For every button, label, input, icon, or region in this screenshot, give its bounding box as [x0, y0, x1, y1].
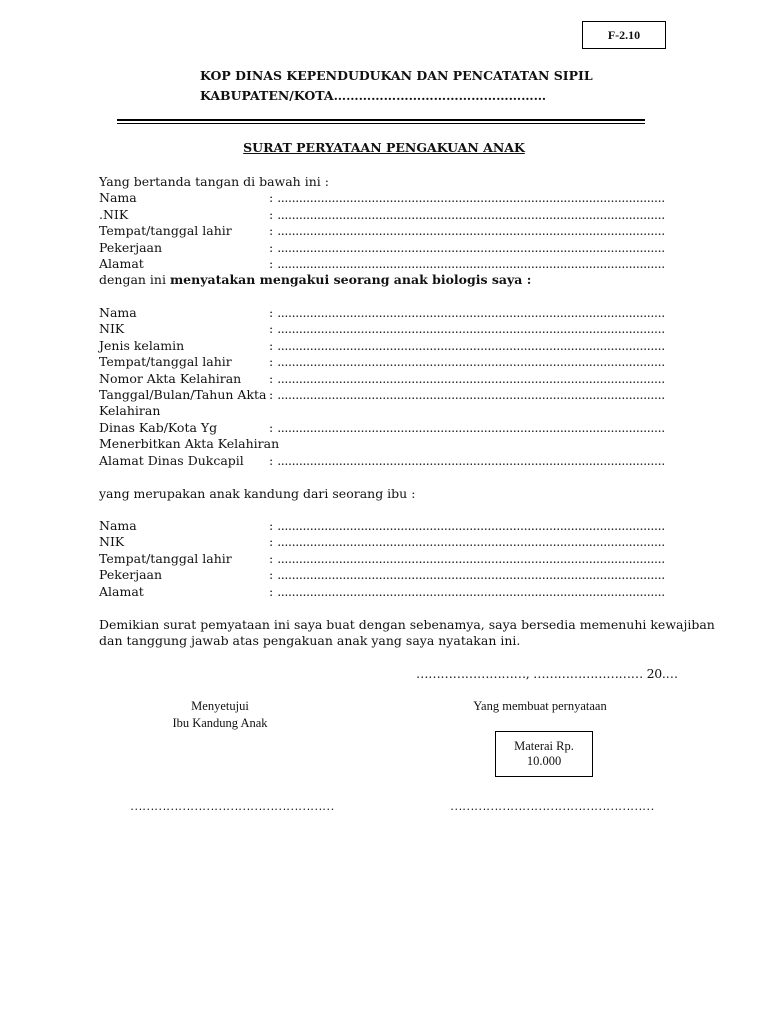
- stamp-duty-label: Materai Rp.: [514, 739, 574, 753]
- child-label-gender: Jenis kelamin: [99, 338, 185, 353]
- declarant-field-job: : .....: [269, 240, 666, 256]
- mother-field-address: : .....: [269, 584, 666, 600]
- statement-prefix: dengan ini: [99, 272, 170, 287]
- mother-intro-text: yang merupakan anak kandung dari seorang ibu :: [99, 486, 416, 501]
- child-label-issuer-line2: Menerbitkan Akta Kelahiran: [99, 436, 280, 451]
- child-field-issuer: : .....: [269, 420, 666, 436]
- child-field-dukcapil-address: : .....: [269, 453, 666, 469]
- declarant-role-label: Yang membuat pernyataan: [473, 699, 607, 713]
- child-label-issuer-line1: Dinas Kab/Kota Yg: [99, 420, 218, 435]
- mother-label-birth: Tempat/tanggal lahir: [99, 551, 232, 566]
- stamp-duty-amount: 10.000: [526, 754, 562, 768]
- closing-line-2: dan tanggung jawab atas pengakuan anak yang saya nyatakan ini.: [99, 633, 521, 648]
- declarant-signature-line: ……………………………………………: [450, 799, 654, 813]
- declarant-label-birth: Tempat/tanggal lahir: [99, 223, 232, 238]
- declarant-label-job: Pekerjaan: [99, 240, 163, 255]
- mother-field-birth: : .....: [269, 551, 666, 567]
- declarant-field-address: : .....: [269, 256, 666, 272]
- mother-field-name: : .....: [269, 518, 666, 534]
- child-label-name: Nama: [99, 305, 137, 320]
- stamp-duty-box: [495, 731, 593, 777]
- mother-label-nik: NIK: [99, 534, 125, 549]
- document-title: SURAT PERYATAAN PENGAKUAN ANAK: [243, 140, 525, 155]
- statement-text: [99, 272, 531, 288]
- declarant-field-name: : .....: [269, 190, 666, 206]
- mother-field-job: : .....: [269, 567, 666, 583]
- declarant-label-name: Nama: [99, 190, 137, 205]
- declarant-field-birth: : .....: [269, 223, 666, 239]
- child-field-gender: : .....: [269, 338, 666, 354]
- child-label-cert-date-line1: Tanggal/Bulan/Tahun Akta: [99, 387, 267, 402]
- declarant-signature-block: [440, 698, 640, 715]
- closing-line-1: Demikian surat pemyataan ini saya buat dengan sebenamya, saya bersedia memenuhi kewajiban: [99, 617, 715, 632]
- mother-signature-line: ……………………………………………: [130, 799, 334, 813]
- mother-label-job: Pekerjaan: [99, 567, 163, 582]
- approval-label: Menyetujui: [191, 699, 249, 713]
- child-label-birth-cert-number: Nomor Akta Kelahiran: [99, 371, 242, 386]
- child-field-birth-cert-number: : .....: [269, 371, 666, 387]
- form-code-box: F-2.10: [582, 21, 666, 49]
- child-field-name: : .....: [269, 305, 666, 321]
- intro-text: Yang bertanda tangan di bawah ini :: [99, 174, 329, 189]
- child-field-cert-date: : .....: [269, 387, 666, 403]
- child-field-nik: : .....: [269, 321, 666, 337]
- child-label-nik: NIK: [99, 321, 125, 336]
- mother-label-address: Alamat: [99, 584, 144, 599]
- mother-label-name: Nama: [99, 518, 137, 533]
- declarant-field-nik: : .....: [269, 207, 666, 223]
- child-label-cert-date-line2: Kelahiran: [99, 403, 161, 418]
- declarant-label-address: Alamat: [99, 256, 144, 271]
- mother-field-nik: : .....: [269, 534, 666, 550]
- letterhead-line-2: KABUPATEN/KOTA……………………………………………: [200, 88, 547, 103]
- child-field-birth: : .....: [269, 354, 666, 370]
- letterhead-rule-thick: [117, 119, 645, 121]
- child-label-dukcapil-address: Alamat Dinas Dukcapil: [99, 453, 244, 468]
- child-label-birth: Tempat/tanggal lahir: [99, 354, 232, 369]
- letterhead-line-1: KOP DINAS KEPENDUDUKAN DAN PENCATATAN SIPIL: [200, 68, 593, 83]
- mother-role-label: Ibu Kandung Anak: [172, 716, 268, 730]
- letterhead-rule-thin: [117, 123, 645, 124]
- statement-bold: menyatakan mengakui seorang anak biologis saya :: [169, 272, 532, 287]
- place-date-line: ………………………, ……………………… 20.…: [416, 666, 678, 681]
- mother-signature-block: [140, 698, 300, 732]
- declarant-label-nik: .NIK: [99, 207, 129, 222]
